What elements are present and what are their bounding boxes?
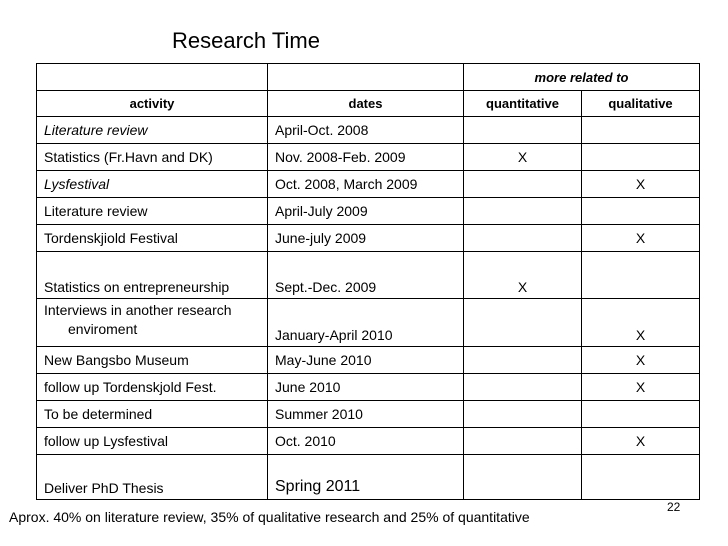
dates-cell: Summer 2010 (268, 401, 464, 428)
slide-title: Research Time (172, 28, 320, 53)
quantitative-header: quantitative (464, 91, 582, 117)
table-row (37, 455, 700, 500)
dates-cell: Sept.-Dec. 2009 (268, 252, 464, 299)
qualitative-cell (582, 401, 700, 428)
header-cell-blank (37, 64, 268, 91)
quantitative-cell (464, 401, 582, 428)
activity-cell: Literature review (37, 117, 268, 144)
quantitative-cell (464, 347, 582, 374)
dates-cell: Oct. 2010 (268, 428, 464, 455)
quantitative-cell (464, 428, 582, 455)
quantitative-cell: X (464, 144, 582, 171)
activity-cell: follow up Tordenskjold Fest. (37, 374, 268, 401)
activity-cell: Statistics (Fr.Havn and DK) (37, 144, 268, 171)
header-cell-blank (268, 64, 464, 91)
page-number: 22 (667, 500, 681, 514)
quantitative-cell (464, 171, 582, 198)
quantitative-cell: X (464, 252, 582, 299)
dates-cell: Spring 2011 (268, 455, 464, 500)
activity-cell: Statistics on entrepreneurship (37, 252, 268, 299)
qualitative-cell (582, 252, 700, 299)
table-row (37, 144, 700, 171)
research-time-table (36, 63, 700, 500)
quantitative-cell (464, 117, 582, 144)
qualitative-cell: X (582, 428, 700, 455)
table-row (37, 117, 700, 144)
dates-cell: April-July 2009 (268, 198, 464, 225)
table-row (37, 374, 700, 401)
qualitative-cell (582, 198, 700, 225)
qualitative-header: qualitative (582, 91, 700, 117)
activity-cell: Literature review (37, 198, 268, 225)
quantitative-cell (464, 455, 582, 500)
table-row (37, 401, 700, 428)
dates-cell: June-july 2009 (268, 225, 464, 252)
qualitative-cell: X (582, 171, 700, 198)
dates-cell: January-April 2010 (268, 299, 464, 347)
footer-note: Aprox. 40% on literature review, 35% of qualitative research and 25% of quantitative (9, 509, 530, 525)
activity-line: Interviews in another research (44, 302, 232, 318)
table-row (37, 347, 700, 374)
qualitative-cell: X (582, 374, 700, 401)
activity-cell: Tordenskjiold Festival (37, 225, 268, 252)
dates-cell: Nov. 2008-Feb. 2009 (268, 144, 464, 171)
dates-header: dates (268, 91, 464, 117)
dates-cell: April-Oct. 2008 (268, 117, 464, 144)
activity-cell: New Bangsbo Museum (37, 347, 268, 374)
dates-cell: May-June 2010 (268, 347, 464, 374)
qualitative-cell: X (582, 347, 700, 374)
qualitative-cell: X (582, 225, 700, 252)
table-row (37, 225, 700, 252)
dates-cell: June 2010 (268, 374, 464, 401)
table-row (37, 171, 700, 198)
table-row (37, 299, 700, 347)
quantitative-cell (464, 198, 582, 225)
group-header-row (37, 64, 700, 91)
column-header-row (37, 91, 700, 117)
activity-cell: Deliver PhD Thesis (37, 455, 268, 500)
table-row (37, 198, 700, 225)
dates-cell: Oct. 2008, March 2009 (268, 171, 464, 198)
table-row (37, 252, 700, 299)
activity-cell: To be determined (37, 401, 268, 428)
activity-cell: follow up Lysfestival (37, 428, 268, 455)
qualitative-cell (582, 117, 700, 144)
activity-cell: Lysfestival (37, 171, 268, 198)
activity-header: activity (37, 91, 268, 117)
qualitative-cell (582, 144, 700, 171)
qualitative-cell: X (582, 299, 700, 347)
qualitative-cell (582, 455, 700, 500)
activity-line: enviroment (68, 321, 138, 337)
quantitative-cell (464, 374, 582, 401)
quantitative-cell (464, 225, 582, 252)
activity-cell (37, 299, 268, 347)
quantitative-cell (464, 299, 582, 347)
table-row (37, 428, 700, 455)
more-related-to-header: more related to (464, 64, 700, 91)
